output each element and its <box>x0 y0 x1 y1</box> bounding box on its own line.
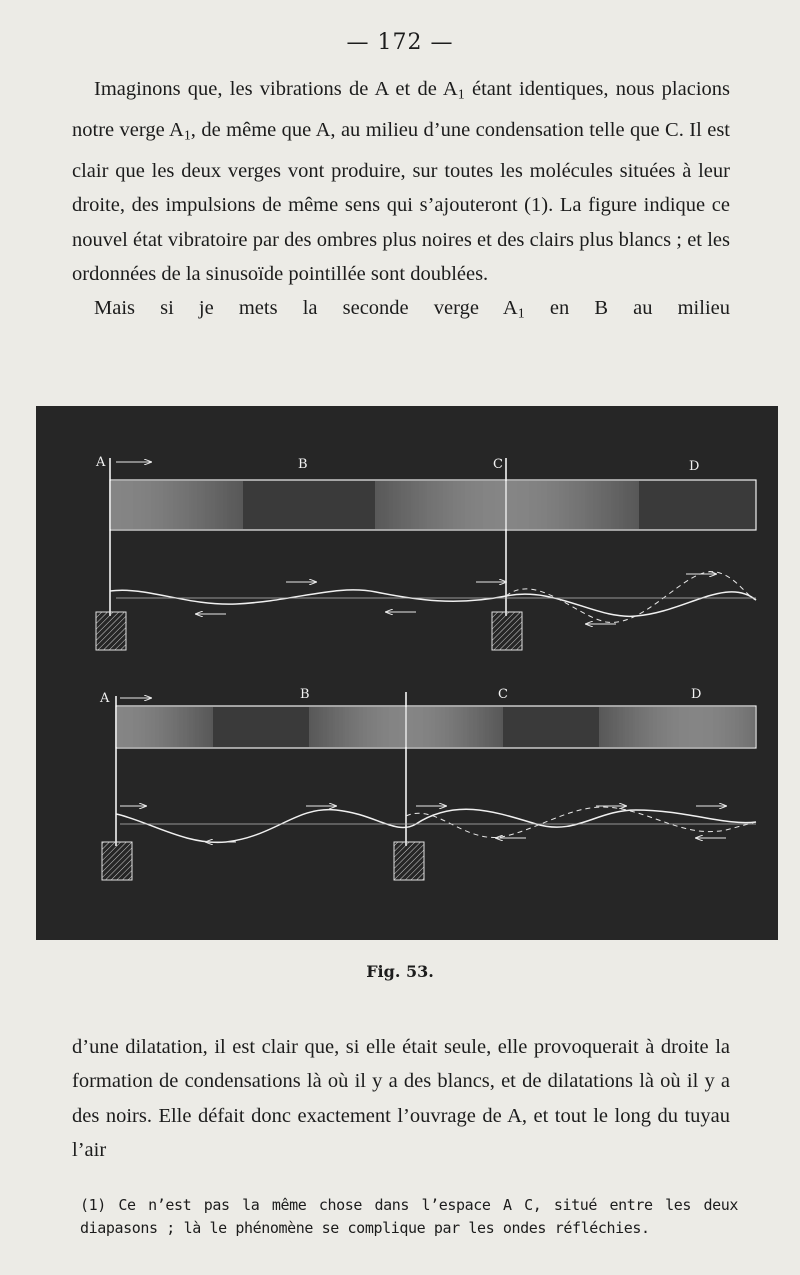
base-b-bottom <box>394 842 424 880</box>
paragraph-2-tail: en B au milieu <box>524 297 730 320</box>
figure-drawing <box>36 406 778 940</box>
body-text-bottom <box>72 1030 730 1168</box>
sinusoid-solid-bottom <box>116 809 756 842</box>
tube-outline <box>110 480 756 530</box>
paragraph-2 <box>72 291 730 332</box>
subscript: 1 <box>183 128 191 144</box>
label-c-bottom: C <box>498 687 508 702</box>
paragraph-3: d’une dilatation, il est clair que, si elle était seule, elle provoquerait à droite la formation de condensations là où il y a des blancs, et de dilatations là où il y a des noirs. Elle défait donc exactement l’ouvrage de A, et tout le long du tuyau l’air <box>72 1036 730 1162</box>
label-d-top: D <box>689 459 700 474</box>
footnote <box>80 1194 738 1240</box>
tube-bottom <box>116 706 756 748</box>
figure-caption: Fig. 53. <box>366 962 434 981</box>
base-c-top <box>492 612 522 650</box>
subscript: 1 <box>517 306 525 322</box>
label-a-bottom: A <box>100 691 110 706</box>
paragraph-1-mid: étant identiques, nous placions notre verge A <box>72 78 730 141</box>
label-d-bottom: D <box>691 687 702 702</box>
base-a-top <box>96 612 126 650</box>
footnote-text: (1) Ce n’est pas la même chose dans l’espace A C, situé entre les deux diapasons ; là le phénomène se complique par les ondes réfléchies. <box>80 1196 738 1237</box>
label-b-bottom: B <box>300 687 310 702</box>
base-a-bottom <box>102 842 132 880</box>
subscript: 1 <box>457 87 465 103</box>
label-b-top: B <box>298 457 308 472</box>
sinusoid-dashed-top <box>506 572 756 623</box>
tube-top <box>110 480 756 530</box>
paragraph-1-tail: , de même que A, au milieu d’une condensation telle que C. Il est clair que les deux verges vont produire, sur toutes les molécules situées à leur droite, des impulsions de même sens qui s’ajouteront (1). La figure indique ce nouvel état vibratoire par des ombres plus noires et des clairs plus blancs ; et les ordonnées de la sinusoïde pointillée sont doublées. <box>72 118 730 285</box>
paragraph-1-lead: Imaginons que, les vibrations de A et de A <box>94 78 458 100</box>
sinusoid-solid-top <box>110 590 756 616</box>
paragraph-1 <box>72 72 730 291</box>
label-a-top: A <box>96 455 106 470</box>
page-number: — 172 — <box>346 30 454 55</box>
body-text-top <box>72 72 730 332</box>
label-c-top: C <box>493 457 503 472</box>
paragraph-2-lead: Mais si je mets la seconde verge A <box>94 297 518 320</box>
figure-53 <box>36 406 778 940</box>
